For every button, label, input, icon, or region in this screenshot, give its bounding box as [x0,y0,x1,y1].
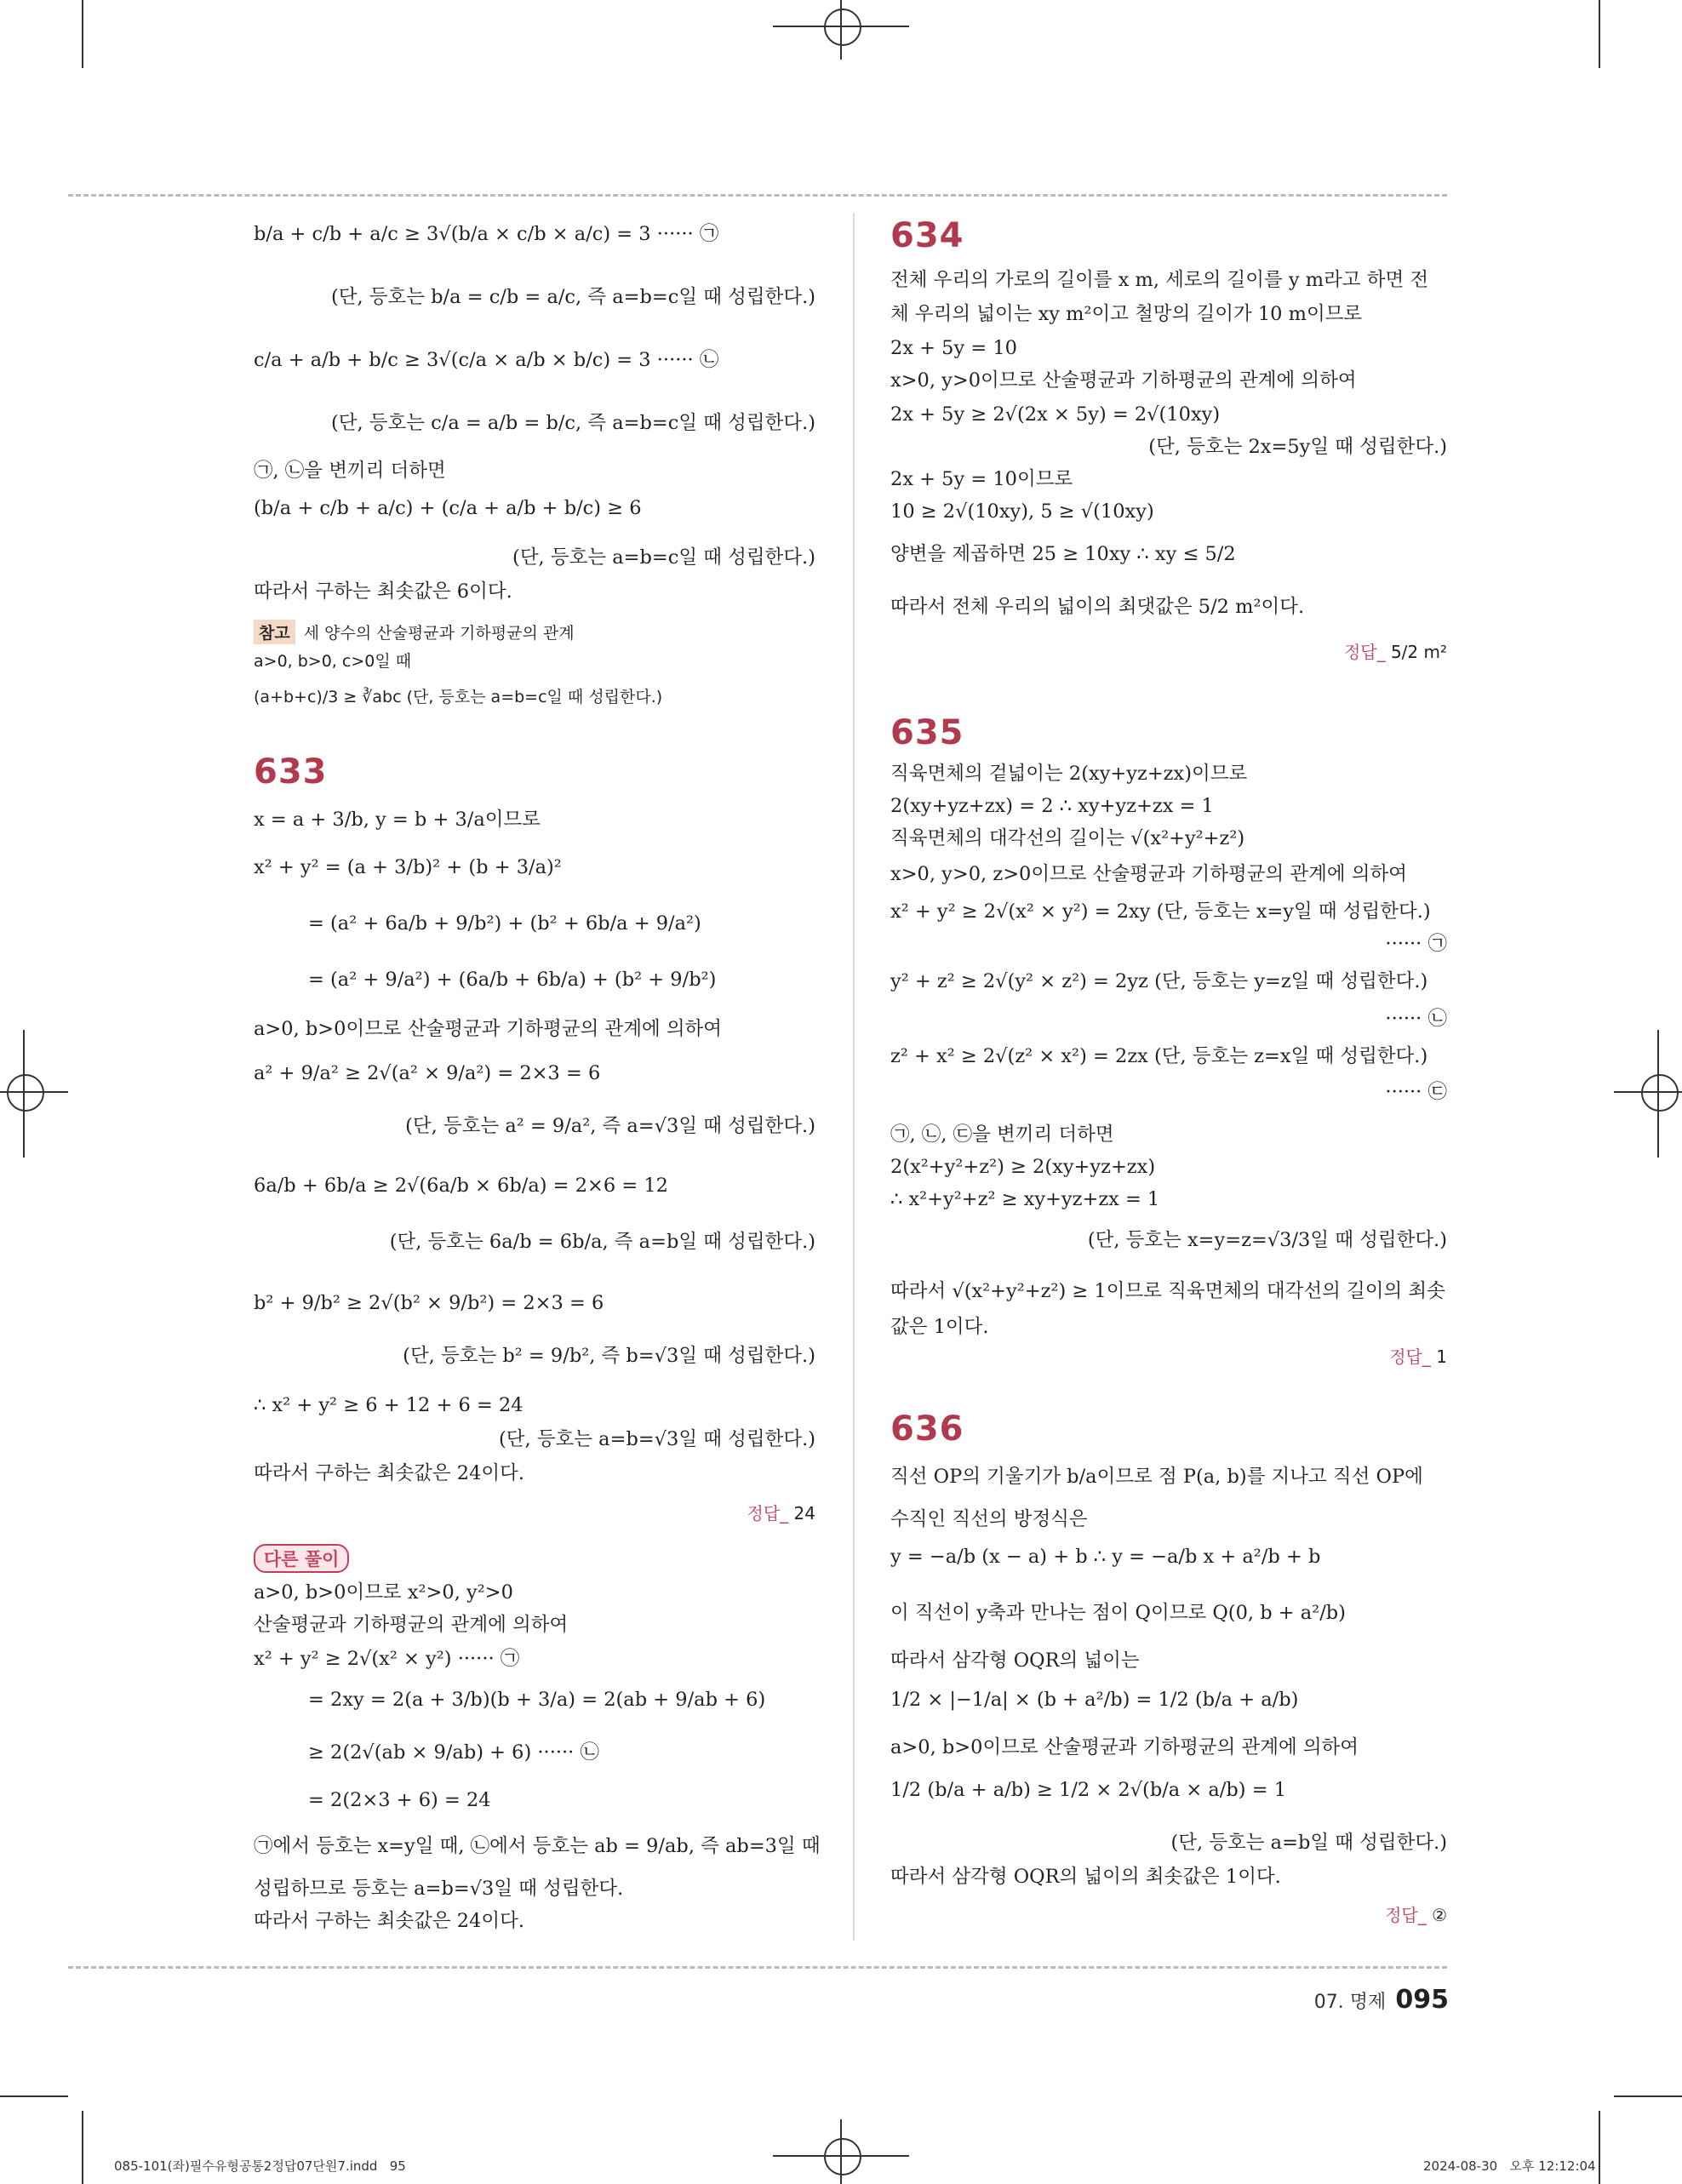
math-line: c/a + a/b + b/c ≥ 3√(c/a × a/b × b/c) = 3 ······ ㉡ [254,349,719,371]
math-line: 10 ≥ 2√(10xy), 5 ≥ √(10xy) [890,500,1154,523]
equality-condition: (단, 등호는 a=b=√3일 때 성립한다.) [499,1428,815,1450]
text-line: x>0, y>0, z>0이므로 산술평균과 기하평균의 관계에 의하여 [890,863,1407,885]
math-line: 2(x²+y²+z²) ≥ 2(xy+yz+zx) [890,1156,1156,1178]
equality-condition: (단, 등호는 x=y=z=√3/3일 때 성립한다.) [1087,1229,1447,1251]
equality-condition: (단, 등호는 b² = 9/b², 즉 b=√3일 때 성립한다.) [403,1345,815,1367]
registration-mark [824,9,861,46]
registration-mark [1657,1030,1659,1158]
registration-mark [7,1074,44,1112]
text-line: 따라서 전체 우리의 넓이의 최댓값은 5/2 m²이다. [890,596,1305,618]
math-line: z² + x² ≥ 2√(z² × x²) = 2zx (단, 등호는 z=x일 때 성립한다.) [890,1045,1428,1067]
slug-file: 085-101(좌)필수유형공통2정답07단원7.indd 95 [114,2158,406,2174]
note-line: a>0, b>0, c>0일 때 [254,652,412,671]
chapter-label: 07. 명제 [1313,1992,1387,2013]
crop-mark [1599,0,1600,68]
answer-value: ② [1432,1905,1447,1925]
text-line: 따라서 삼각형 OQR의 넓이의 최솟값은 1이다. [890,1866,1281,1888]
math-line: (b/a + c/b + a/c) + (c/a + a/b + b/c) ≥ 6 [254,497,642,519]
math-line: ∴ x² + y² ≥ 6 + 12 + 6 = 24 [254,1394,523,1416]
note-tag: 참고 [254,620,295,644]
math-line: = (a² + 9/a²) + (6a/b + 6b/a) + (b² + 9/b²) [308,969,717,991]
solution-636 [890,1466,1447,1935]
equality-condition: (단, 등호는 2x=5y일 때 성립한다.) [1148,436,1447,458]
problem-number: 635 [890,713,964,752]
crop-mark [0,2095,68,2097]
math-line: 2x + 5y = 10 [890,337,1017,359]
answer-line [890,1901,1447,1935]
text-line: 직선 OP의 기울기가 b/a이므로 점 P(a, b)를 지나고 직선 OP에 [890,1466,1423,1488]
left-column [254,223,821,1942]
answer-line [254,1500,815,1544]
crop-mark [1614,2095,1682,2097]
note-title: 세 양수의 산술평균과 기하평균의 관계 [303,624,575,643]
registration-mark [0,1091,68,1093]
math-line: x² + y² = (a + 3/b)² + (b + 3/a)² [254,856,562,878]
solution-634 [890,269,1447,713]
math-line: 1/2 (b/a + a/b) ≥ 1/2 × 2√(b/a × a/b) = 1 [890,1779,1287,1801]
slug-date: 2024-08-30 오후 12:12:04 [1423,2158,1596,2174]
text-line: 값은 1이다. [890,1316,989,1338]
note-line: (a+b+c)/3 ≥ ∛abc (단, 등호는 a=b=c일 때 성립한다.) [254,688,663,706]
equation-tag: ······ ㉠ [1385,933,1447,955]
text-line: 따라서 구하는 최솟값은 24이다. [254,1462,525,1484]
registration-mark [1641,1074,1679,1112]
note-title-row [254,620,815,649]
text-line: 따라서 구하는 최솟값은 6이다. [254,580,512,603]
answer-value: 5/2 m² [1390,642,1447,662]
answer-value: 24 [793,1503,815,1524]
text-line: 2x + 5y = 10이므로 [890,468,1073,490]
text-line: 따라서 구하는 최솟값은 24이다. [254,1910,525,1932]
registration-mark [840,2119,842,2184]
math-line: 2x + 5y ≥ 2√(2x × 5y) = 2√(10xy) [890,403,1221,426]
page-number: 095 [1395,1985,1449,2015]
answer-line [890,638,1447,713]
math-line: x² + y² ≥ 2√(x² × y²) ······ ㉠ [254,1648,520,1670]
math-line: a² + 9/a² ≥ 2√(a² × 9/a²) = 2×3 = 6 [254,1062,601,1084]
answer-label: 정답_ [747,1503,789,1524]
crop-mark [82,0,83,68]
problem-number: 636 [890,1409,964,1449]
math-line: x² + y² ≥ 2√(x² × y²) = 2xy (단, 등호는 x=y일 때 성립한다.) [890,900,1431,923]
equality-condition: (단, 등호는 6a/b = 6b/a, 즉 a=b일 때 성립한다.) [389,1231,815,1253]
registration-mark [1614,1091,1682,1093]
equation-tag: ······ ㉢ [1385,1081,1447,1103]
text-line: a>0, b>0이므로 산술평균과 기하평균의 관계에 의하여 [890,1736,1359,1758]
math-line: x = a + 3/b, y = b + 3/a이므로 [254,809,541,831]
answer-label: 정답_ [1389,1346,1431,1367]
text-line: 따라서 √(x²+y²+z²) ≥ 1이므로 직육면체의 대각선의 길이의 최솟 [890,1280,1445,1302]
math-line: 양변을 제곱하면 25 ≥ 10xy ∴ xy ≤ 5/2 [890,543,1236,565]
math-line: y² + z² ≥ 2√(y² × z²) = 2yz (단, 등호는 y=z일 때 성립한다.) [890,970,1428,992]
math-line: 2(xy+yz+zx) = 2 ∴ xy+yz+zx = 1 [890,795,1214,817]
equation-tag: ······ ㉡ [1385,1008,1447,1030]
note-box [254,620,815,752]
equality-condition: (단, 등호는 c/a = a/b = b/c, 즉 a=b=c일 때 성립한다.) [330,412,815,434]
text-line: a>0, b>0이므로 x²>0, y²>0 [254,1581,513,1604]
crop-mark [82,2111,83,2184]
equality-condition: (단, 등호는 a² = 9/a², 즉 a=√3일 때 성립한다.) [405,1115,815,1137]
text-line: ㉠에서 등호는 x=y일 때, ㉡에서 등호는 ab = 9/ab, 즉 ab=3일 때 [254,1835,821,1857]
registration-mark [824,2138,861,2175]
top-rule [68,194,1447,197]
text-line: 이 직선이 y축과 만나는 점이 Q이므로 Q(0, b + a²/b) [890,1602,1346,1624]
problem-number: 633 [254,752,328,792]
equality-condition: (단, 등호는 a=b일 때 성립한다.) [1170,1832,1447,1854]
text-line: x>0, y>0이므로 산술평균과 기하평균의 관계에 의하여 [890,369,1357,392]
text-line: ㉠, ㉡, ㉢을 변끼리 더하면 [890,1123,1114,1146]
answer-line [890,1343,1447,1409]
registration-mark [840,0,842,60]
solution-635 [890,763,1447,1409]
text-line: 성립하므로 등호는 a=b=√3일 때 성립한다. [254,1878,624,1900]
text-line: 전체 우리의 가로의 길이를 x m, 세로의 길이를 y m라고 하면 전 [890,269,1429,291]
math-line: b² + 9/b² ≥ 2√(b² × 9/b²) = 2×3 = 6 [254,1292,604,1314]
math-line: b/a + c/b + a/c ≥ 3√(b/a × c/b × a/c) = 3 ······ ㉠ [254,223,719,245]
text-line: 수직인 직선의 방정식은 [890,1508,1088,1530]
alternate-solution-badge: 다른 풀이 [254,1544,349,1573]
page-footer [1192,1985,1449,2015]
math-line: 6a/b + 6b/a ≥ 2√(6a/b × 6b/a) = 2×6 = 12 [254,1175,668,1197]
crop-mark [1599,2111,1600,2184]
math-line: y = −a/b (x − a) + b ∴ y = −a/b x + a²/b + b [890,1546,1321,1568]
solution-633 [254,809,815,1544]
text-line: 산술평균과 기하평균의 관계에 의하여 [254,1614,569,1636]
text-line: 체 우리의 넓이는 xy m²이고 철망의 길이가 10 m이므로 [890,303,1363,325]
math-line: = (a² + 6a/b + 9/b²) + (b² + 6b/a + 9/a²) [308,912,701,935]
math-line: ≥ 2(2√(ab × 9/ab) + 6) ······ ㉡ [308,1741,599,1764]
math-line: = 2xy = 2(a + 3/b)(b + 3/a) = 2(ab + 9/ab + 6) [308,1689,766,1711]
math-line: 직육면체의 대각선의 길이는 √(x²+y²+z²) [890,827,1245,849]
answer-label: 정답_ [1385,1905,1427,1925]
equality-condition: (단, 등호는 b/a = c/b = a/c, 즉 a=b=c일 때 성립한다.) [330,286,815,308]
right-column [890,216,1447,1935]
text-line: 따라서 삼각형 OQR의 넓이는 [890,1649,1140,1672]
math-line: ∴ x²+y²+z² ≥ xy+yz+zx = 1 [890,1188,1160,1210]
bottom-rule [68,1966,1447,1969]
column-divider [853,213,855,1941]
math-line: 1/2 × |−1/a| × (b + a²/b) = 1/2 (b/a + a/b) [890,1689,1299,1711]
answer-value: 1 [1436,1346,1447,1367]
alternate-solution [254,1544,821,1942]
text-line: a>0, b>0이므로 산술평균과 기하평균의 관계에 의하여 [254,1018,723,1040]
text-line: 직육면체의 겉넓이는 2(xy+yz+zx)이므로 [890,763,1248,785]
problem-number: 634 [890,216,964,255]
equality-condition: (단, 등호는 a=b=c일 때 성립한다.) [512,546,815,569]
registration-mark [23,1030,25,1158]
text-line: ㉠, ㉡을 변끼리 더하면 [254,460,446,482]
math-line: = 2(2×3 + 6) = 24 [308,1789,491,1811]
answer-label: 정답_ [1343,642,1386,662]
alt-badge-row [254,1544,815,1581]
